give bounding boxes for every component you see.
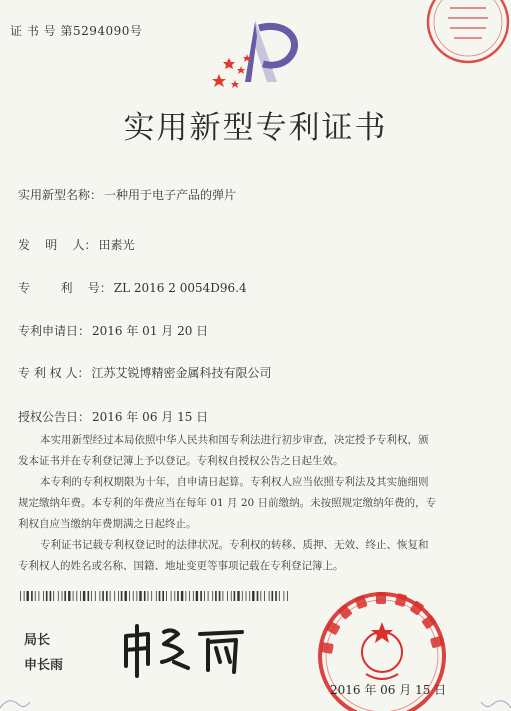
field-value: 2016 年 06 月 15 日 bbox=[92, 410, 209, 424]
body-paragraph-1 bbox=[18, 430, 498, 472]
decorative-border bbox=[0, 690, 511, 711]
body-line: 本专利的专利权期限为十年，自申请日起算。专利权人应当依照专利法及其实施细则 bbox=[40, 476, 429, 488]
barcode bbox=[20, 591, 288, 601]
handwritten-signature bbox=[112, 618, 262, 680]
sipo-logo bbox=[205, 16, 305, 98]
certificate-number: 证 书 号 第5294090号 bbox=[10, 24, 143, 38]
body-paragraph-2 bbox=[18, 472, 498, 535]
signatory-name: 申长雨 bbox=[24, 658, 64, 673]
patent-number-field bbox=[18, 279, 247, 296]
utility-model-name-field bbox=[18, 186, 236, 203]
inventor-field bbox=[18, 236, 135, 253]
top-right-red-stamp bbox=[416, 0, 511, 74]
seal-date: 2016 年 06 月 15 日 bbox=[330, 683, 447, 697]
field-value: 江苏艾锐博精密金属科技有限公司 bbox=[91, 366, 272, 380]
field-value: 2016 年 01 月 20 日 bbox=[92, 324, 209, 338]
document-title: 实用新型专利证书 bbox=[123, 110, 388, 146]
signatory-title: 局长 bbox=[24, 633, 51, 648]
body-line: 规定缴纳年费。本专利的年费应当在每年 01 月 20 日前缴纳。未按照规定缴纳年费的，专 bbox=[18, 497, 437, 509]
body-line: 发本证书并在专利登记簿上予以登记。专利权自授权公告之日起生效。 bbox=[18, 455, 344, 467]
certificate-body bbox=[18, 430, 498, 577]
field-label: 实用新型名称： bbox=[18, 188, 103, 202]
field-label: 专 利 号： bbox=[18, 281, 112, 295]
body-line: 专利证书记载专利权登记时的法律状况。专利权的转移、质押、无效、终止、恢复和 bbox=[40, 539, 429, 551]
body-paragraph-3 bbox=[18, 535, 498, 577]
field-label: 专利申请日： bbox=[18, 324, 91, 338]
field-value: 田素光 bbox=[98, 238, 135, 252]
body-line: 专利权人的姓名或名称、国籍、地址变更等事项记载在专利登记簿上。 bbox=[18, 560, 344, 572]
body-line: 利权自应当缴纳年费期满之日起终止。 bbox=[18, 518, 197, 530]
body-line: 本实用新型经过本局依照中华人民共和国专利法进行初步审查，决定授予专利权，颁 bbox=[40, 434, 429, 446]
filing-date-field bbox=[18, 322, 208, 339]
field-label: 专 利 权 人： bbox=[18, 366, 90, 380]
field-value: 一种用于电子产品的弹片 bbox=[104, 188, 237, 202]
patentee-field bbox=[18, 364, 271, 381]
field-label: 发 明 人： bbox=[18, 238, 97, 252]
field-value: ZL 2016 2 0054D96.4 bbox=[113, 281, 247, 295]
grant-date-field bbox=[18, 408, 208, 425]
field-label: 授权公告日： bbox=[18, 410, 91, 424]
